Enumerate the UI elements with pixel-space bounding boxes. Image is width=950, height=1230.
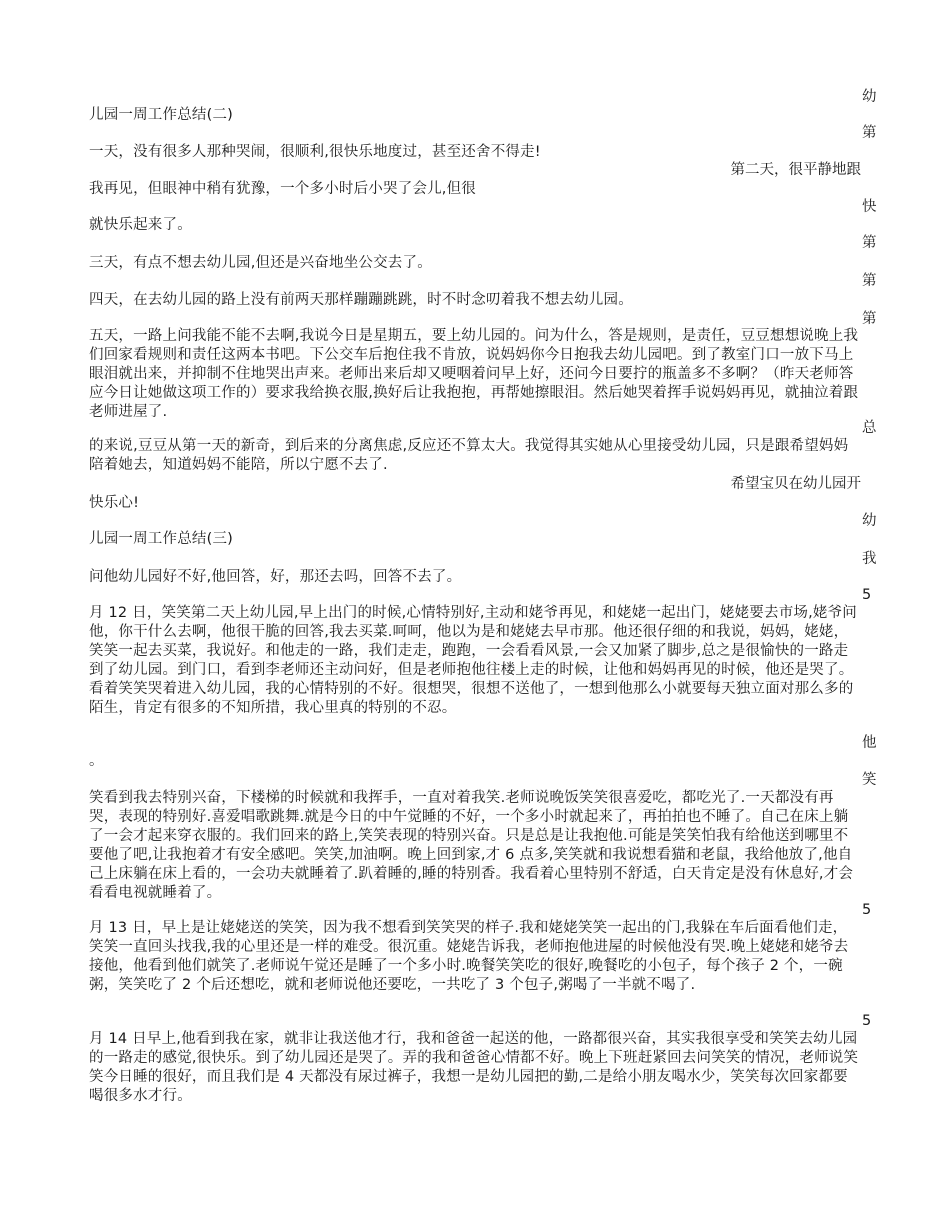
paragraph: 。 [89,753,104,769]
paragraph: 我再见，但眼神中稍有犹豫，一个多小时后小哭了会儿,但很 [89,181,477,197]
margin-marker: 笑 [862,772,877,788]
paragraph: 月 13 日，早上是让姥姥送的笑笑，因为我不想看到笑笑哭的样子.我和姥姥笑笑一起出的门,我躲在车后面看他们走，笑笑一直回头找我,我的心里还是一样的难受。很沉重。姥姥告诉我，老师抱他进屋的时候他没有哭.晚上姥姥和姥爷去接他，他看到他们就笑了.老师说午觉还是睡了一个多小时.晚餐笑笑吃的很好,晚餐吃的小包子，每个孩子 2 个，一碗粥，笑笑吃了 2 个后还想吃，就和老师说他还要吃，一共吃了 3 个包子,粥喝了一半就不喝了. [89,920,849,993]
margin-marker: 幼 [862,513,877,529]
right-fragment: 第二天，很平静地跟 [730,162,861,178]
margin-marker: 快 [862,199,877,215]
margin-marker: 5 [862,587,872,603]
margin-marker: 5 [862,902,872,918]
margin-marker: 第 [862,311,877,327]
paragraph: 月 14 日早上,他看到我在家，就非让我送他才行，我和爸爸一起送的他，一路都很兴奋，其实我很享受和笑笑去幼儿园的一路走的感觉,很快乐。到了幼儿园还是哭了。弄的我和爸爸心情都不好。晚上下班赶紧回去问笑笑的情况，老师说笑笑今日睡的很好，而且我们是 4 天都没有尿过裤子，我想一是幼儿园把的勤,二是给小朋友喝水少，笑笑每次回家都要喝很多水才行。 [89,1031,859,1104]
paragraph: 五天，一路上问我能不能不去啊,我说今日是星期五，要上幼儿园的。问为什么，答是规则，是责任，豆豆想想说晚上我们回家看规则和责任这两本书吧。下公交车后抱住我不肯放，说妈妈你今日抱我去幼儿园吧。到了教室门口一放下马上眼泪就出来，并抑制不住地哭出声来。老师出来后却又哽咽着问早上好，还问今日要拧的瓶盖多不多啊？（昨天老师答应今日让她做这项工作的）要求我给换衣服,换好后让我抱抱，再帮她擦眼泪。然后她哭着挥手说妈妈再见，就抽泣着跟老师进屋了. [89,328,859,420]
margin-marker: 我 [862,551,877,567]
margin-marker: 5 [862,1013,872,1029]
margin-marker: 幼 [862,89,877,105]
paragraph: 四天，在去幼儿园的路上没有前两天那样蹦蹦跳跳，时不时念叨着我不想去幼儿园。 [89,292,633,308]
paragraph: 一天，没有很多人那种哭闹，很顺利,很快乐地度过，甚至还舍不得走! [89,144,541,160]
margin-marker: 第 [862,235,877,251]
paragraph: 三天，有点不想去幼儿园,但还是兴奋地坐公交去了。 [89,255,432,271]
margin-marker: 总 [862,420,877,436]
margin-marker: 第 [862,125,877,141]
paragraph: 问他幼儿园好不好,他回答，好，那还去吗，回答不去了。 [89,569,462,585]
margin-marker: 他 [862,735,877,751]
right-fragment: 希望宝贝在幼儿园开 [730,476,861,492]
paragraph: 笑看到我去特别兴奋，下楼梯的时候就和我挥手，一直对着我笑.老师说晚饭笑笑很喜爱吃，都吃光了.一天都没有再哭，表现的特别好.喜爱唱歌跳舞.就是今日的中午觉睡的不好，一个多小时就起来了，再拍拍也不睡了。自己在床上躺了一会才起来穿衣服的。我们回来的路上,笑笑表现的特别兴奋。只是总是让我抱他.可能是笑笑怕我有给他送到哪里不要他了吧,让我抱着才有安全感吧。笑笑,加油啊。晚上回到家,才 6 点多,笑笑就和我说想看猫和老鼠，我给他放了,他自己上床躺在床上看的，一会功夫就睡着了.趴着睡的,睡的特别香。我看着心里特别不舒适，白天肯定是没有休息好,才会看看电视就睡着了。 [89,790,854,901]
section-heading: 儿园一周工作总结(三) [89,531,234,547]
paragraph: 的来说,豆豆从第一天的新奇，到后来的分离焦虑,反应还不算太大。我觉得其实她从心里接受幼儿园，只是跟希望妈妈陪着她去，知道妈妈不能陪，所以宁愿不去了. [89,438,849,473]
section-heading: 儿园一周工作总结(二) [89,107,234,123]
paragraph: 月 12 日，笑笑第二天上幼儿园,早上出门的时候,心情特别好,主动和姥爷再见，和姥姥一起出门，姥姥要去市场,姥爷问他，你干什么去啊，他很干脆的回答,我去买菜.呵呵，他以为是和姥姥去早市那。他还很仔细的和我说，妈妈，姥姥，笑笑一起去买菜，我说好。和他走的一路，我们走走，跑跑，一会看看风景,一会又加紧了脚步,总之是很愉快的一路走到了幼儿园。到门口，看到李老师还主动问好，但是老师抱他往楼上走的时候，让他和妈妈再见的时候，他还是哭了。看着笑笑哭着进入幼儿园，我的心情特别的不好。很想哭，很想不送他了，一想到他那么小就要每天独立面对那么多的陌生，肯定有很多的不知所措，我心里真的特别的不忍。 [89,605,858,716]
margin-marker: 第 [862,273,877,289]
paragraph: 快乐心! [89,495,140,511]
paragraph: 就快乐起来了。 [89,217,192,233]
